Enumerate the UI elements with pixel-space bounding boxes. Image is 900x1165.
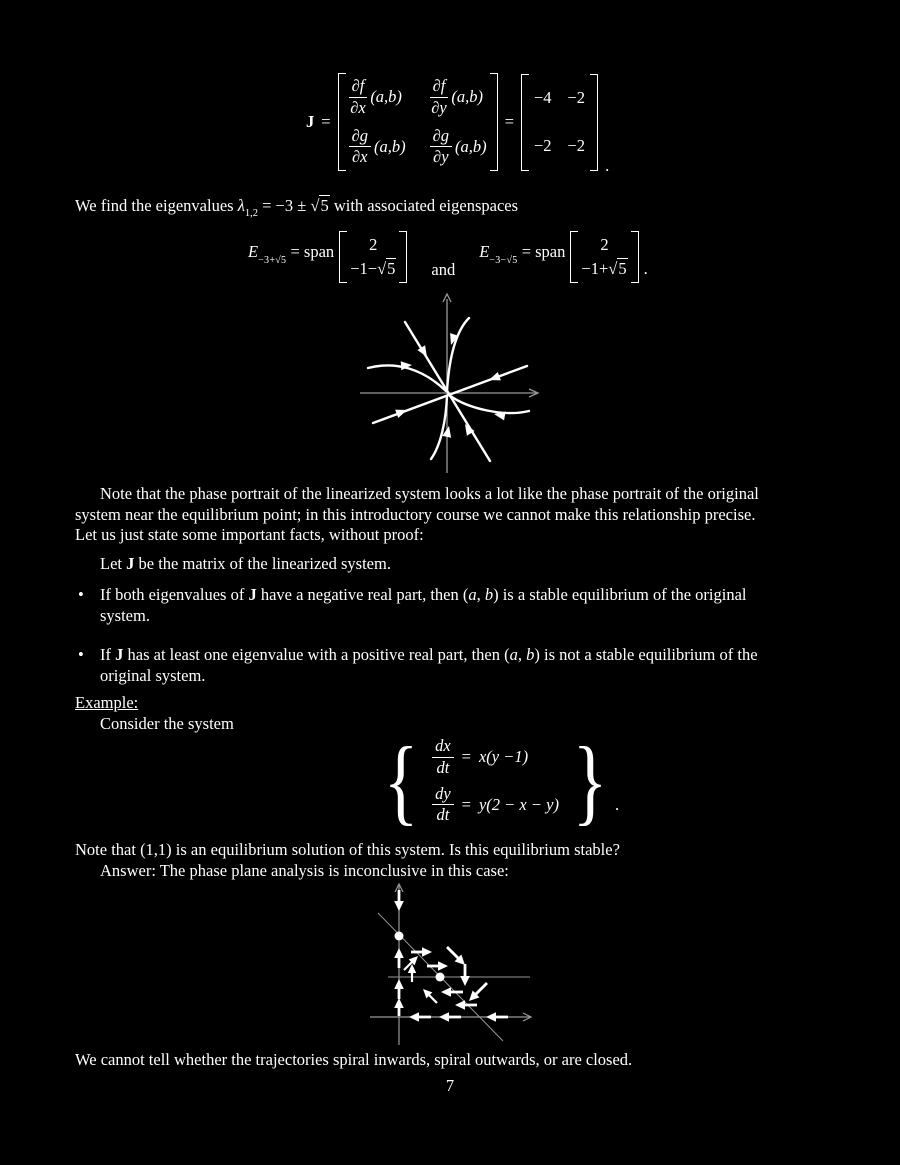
period: . [615, 794, 620, 814]
trajectory-curve [447, 318, 469, 391]
note-paragraph [75, 484, 850, 546]
result-matrix [521, 74, 598, 171]
period: . [605, 155, 610, 175]
matrix-entry: −2 [567, 136, 586, 155]
equals-sign: = [321, 111, 331, 131]
bullet-item-stable: • If both eigenvalues of J have a negative real part, then (a, b) is a stable equilibrium of the original system. [78, 585, 818, 626]
equals-sign: = [461, 746, 471, 766]
text-line: system. [100, 605, 150, 625]
ode-row: $\frac{dy}{dt}$ = y(2 − x − y) [432, 785, 559, 826]
text-line: Note that the phase portrait of the linearized system looks a lot like the phase portrait of the original [100, 484, 759, 503]
sqrt-symbol: √ [310, 196, 320, 215]
example-intro: Consider the system [100, 714, 234, 733]
vector-field-figure [330, 878, 580, 1050]
direction-arrowheads [394, 901, 496, 1022]
jacobian-matrix [338, 73, 498, 172]
text-line: system near the equilibrium point; in this introductory course we cannot make this relationship precise. [75, 504, 756, 524]
matrix-cell: $\frac{\partial f}{\partial x}$ (a,b) [350, 75, 402, 117]
let-j-line: Let J be the matrix of the linearized system. [100, 554, 391, 573]
period: . [643, 258, 648, 278]
bullet-icon: • [78, 645, 84, 664]
example-heading: Example: [75, 693, 139, 712]
page-number: 7 [445, 1076, 455, 1095]
eigenspaces-equation [248, 231, 648, 283]
trajectory-curve [449, 395, 529, 413]
lambda-symbol: λ [237, 196, 245, 215]
matrix-symbol: J [306, 111, 315, 131]
equilibrium-dot [436, 973, 445, 982]
axes-and-nullclines [370, 884, 531, 1045]
matrix-cell: $\frac{\partial g}{\partial y}$ (a,b) [430, 127, 487, 168]
matrix-entry: −2 [533, 136, 552, 155]
eigenvalue-sentence: We find the eigenvalues $\lambda_{1,2} = -3 \pm √5$ with associated eigenspaces [75, 196, 519, 219]
trajectory-arrowheads [395, 333, 505, 438]
sqrt-symbol: √ [377, 258, 387, 278]
eigenspace-second: $E_{-3-√5}$ = span 2 −1+√5 . [479, 231, 648, 283]
bullet-item-unstable: • If J has at least one eigenvalue with a positive real part, then (a, b) is not a stable equilibrium of the original system. [78, 645, 818, 686]
closing-line: We cannot tell whether the trajectories spiral inwards, spiral outwards, or are closed. [75, 1050, 633, 1069]
jacobian-equation [306, 64, 609, 180]
equals-sign: = [504, 111, 514, 131]
text-line: original system. [100, 665, 206, 685]
answer-line: Answer: The phase plane analysis is inconclusive in this case: [100, 861, 509, 880]
matrix-entry: −4 [533, 87, 552, 107]
axes [360, 294, 538, 473]
matrix-cell: $\frac{\partial g}{\partial x}$ (a,b) [349, 127, 406, 168]
ode-row: $\frac{dx}{dt}$ = x(y −1) [432, 737, 559, 778]
equals-sign: = [461, 794, 471, 814]
equilibrium-line: Note that (1,1) is an equilibrium solution of this system. Is this equilibrium stable? [75, 840, 620, 859]
trajectory-curve [431, 396, 447, 459]
bullet-icon: • [78, 585, 84, 604]
phase-portrait-figure [355, 292, 550, 479]
trajectories [368, 318, 529, 461]
ode-system: { $\frac{dx}{dt}$ = x(y −1) $\frac{dy}{dt}$ = y(2 − x − y) } . [383, 727, 620, 834]
direction-arrows [399, 890, 508, 1017]
sqrt-symbol: √ [608, 258, 618, 278]
matrix-entry: −2 [567, 87, 586, 107]
text-line: Let us just state some important facts, without proof: [75, 525, 424, 544]
conjunction: and [431, 259, 456, 279]
matrix-cell: $\frac{\partial f}{\partial y}$ (a,b) [431, 75, 483, 117]
equilibrium-dot [395, 932, 404, 941]
eigenspace-first: $E_{-3+√5}$ = span 2 −1−√5 [248, 231, 407, 283]
